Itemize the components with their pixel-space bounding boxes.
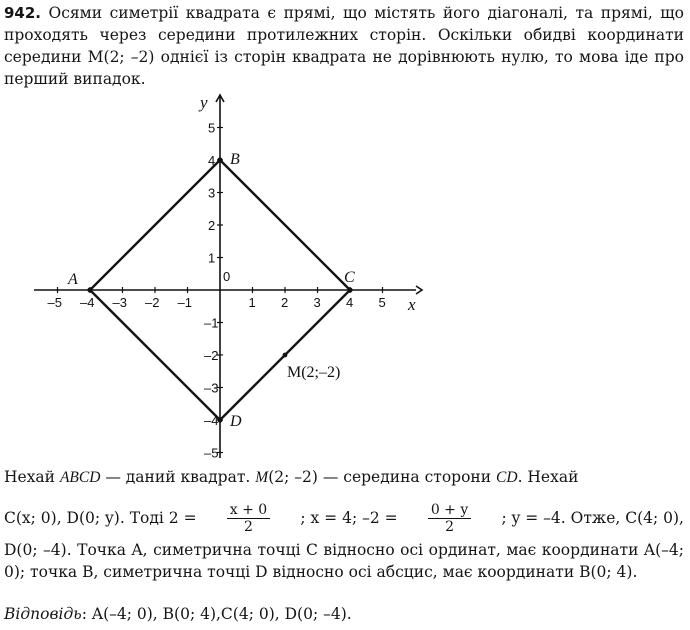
vertex-label-C: C	[344, 269, 355, 286]
y-tick-label: –1	[204, 315, 219, 331]
vertex-A	[87, 287, 92, 292]
y-tick-label: –4	[204, 413, 219, 428]
x-tick-label: 1	[248, 295, 256, 310]
y-axis-label: y	[200, 93, 208, 112]
x-tick-label: 4	[346, 295, 354, 310]
sol-text: D(0; –4). Точка A, симетрична точці C відносно осі ординат, має координати A(–4; 0); точка B, симетрична точці D відносно осі абсцис, має координати B(0; 4).	[4, 541, 684, 581]
x-tick-label: 3	[313, 295, 321, 310]
y-tick-label: 5	[208, 120, 216, 136]
problem-text: Осями симетрії квадрата є прямі, що містять його діагоналі, та прямі, що проходять через середини протилежних сторін. Оскільки обидві координати середини M(2; –2) однієї із сторін квадрата не дорівнюють нулю, то мова іде про перший випадок.	[4, 4, 684, 88]
fraction-1	[227, 502, 270, 535]
y-tick-label: 3	[208, 185, 216, 201]
sol-m: M	[255, 469, 269, 486]
y-tick-label: 1	[208, 250, 216, 266]
origin-label: 0	[223, 269, 231, 284]
answer	[4, 603, 684, 625]
fraction-denominator: 2	[445, 518, 454, 535]
vertex-C	[347, 287, 352, 292]
midpoint-m	[283, 353, 288, 358]
square-side-BC	[220, 160, 350, 290]
midpoint-label: M(2;–2)	[287, 364, 341, 381]
vertex-label-B: B	[230, 151, 240, 168]
answer-label: Відповідь	[4, 605, 82, 623]
fraction-numerator: x + 0	[227, 502, 270, 519]
square-side-AB	[90, 160, 220, 290]
solution-line-3	[4, 539, 684, 583]
sol-text: ; y = –4. Отже, C(4; 0),	[501, 509, 684, 527]
problem-number: 942.	[4, 4, 42, 22]
fraction-numerator: 0 + y	[428, 502, 471, 519]
x-tick-label: 5	[378, 295, 386, 310]
coordinate-figure	[30, 90, 430, 460]
problem-statement	[4, 2, 684, 90]
y-tick-label: 2	[208, 218, 216, 233]
y-tick-label: –2	[204, 348, 219, 363]
sol-text: — даний квадрат.	[100, 468, 256, 486]
sol-text: (2; –2) — середина сторони	[268, 468, 497, 486]
x-tick-label: –4	[80, 295, 95, 310]
y-tick-label: –3	[204, 380, 219, 396]
y-tick-label: –5	[204, 445, 219, 460]
x-tick-label: –3	[112, 295, 127, 310]
x-axis-arrow	[416, 286, 422, 294]
fraction-2	[428, 502, 471, 535]
x-tick-label: –2	[145, 295, 160, 310]
vertex-label-D: D	[230, 413, 242, 430]
sol-cd: CD	[496, 469, 518, 486]
answer-text: : A(–4; 0), B(0; 4),C(4; 0), D(0; –4).	[81, 605, 352, 623]
x-tick-label: –5	[47, 295, 62, 310]
sol-abcd: ABCD	[59, 469, 101, 486]
x-tick-label: –1	[177, 295, 192, 310]
sol-text: . Нехай	[517, 468, 579, 486]
vertex-B	[217, 157, 222, 162]
sol-text: ; x = 4; –2 =	[300, 509, 398, 527]
y-tick-label: 4	[208, 153, 216, 168]
vertex-label-A: A	[68, 271, 78, 288]
fraction-denominator: 2	[244, 518, 253, 535]
solution-line-1	[4, 466, 684, 489]
solution-line-2	[4, 498, 684, 538]
sol-text: C(x; 0), D(0; y). Тоді 2 =	[4, 509, 197, 527]
x-tick-label: 2	[281, 295, 289, 310]
sol-text: Нехай	[4, 468, 60, 486]
x-axis-label: x	[408, 295, 416, 314]
